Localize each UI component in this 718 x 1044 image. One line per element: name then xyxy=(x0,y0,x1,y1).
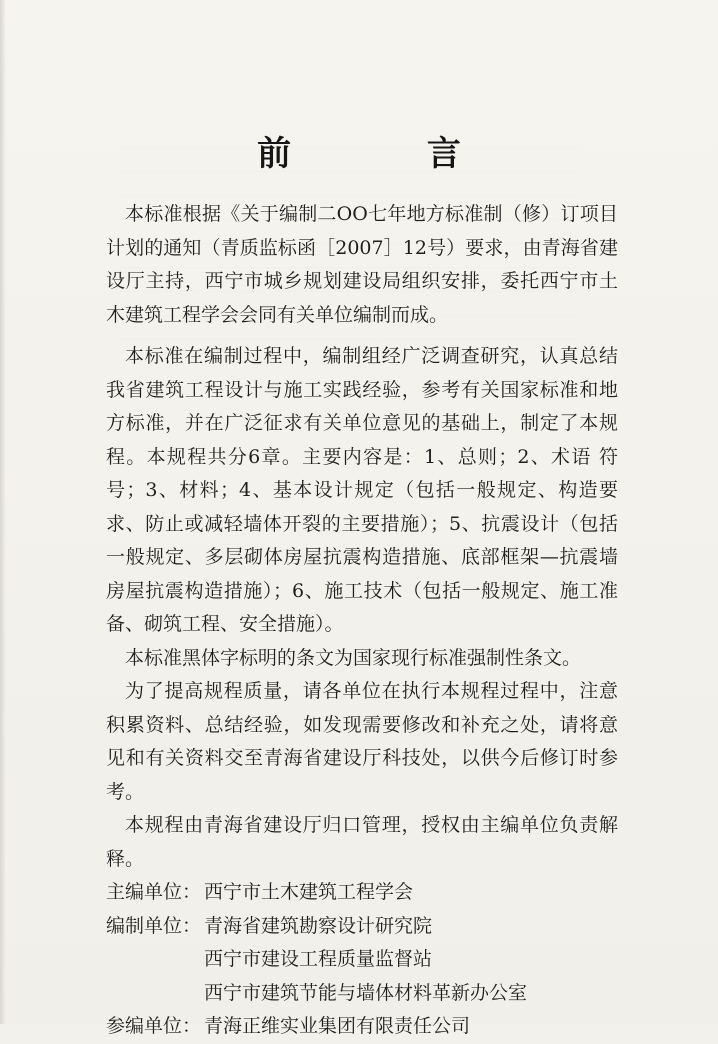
compile-unit-value-2: 西宁市建设工程质量监督站 xyxy=(204,948,433,970)
chief-unit-label: 主编单位： xyxy=(106,881,202,903)
participate-unit-values xyxy=(204,1010,470,1044)
paragraph-gap xyxy=(106,332,618,340)
chief-unit-values xyxy=(204,876,413,910)
compile-unit-row xyxy=(106,910,618,1011)
paragraph-4: 为了提高规程质量，请各单位在执行本规程过程中，注意积累资料、总结经验，如发现需要修改和补充之处，请将意见和有关资料交至青海省建设厅科技处，以供今后修订时参考。 xyxy=(106,680,618,803)
chief-unit-row xyxy=(106,876,618,910)
chief-unit-value: 西宁市土木建筑工程学会 xyxy=(204,881,414,903)
compile-unit-values xyxy=(204,910,527,1011)
document-body xyxy=(106,198,618,1044)
paragraph-2: 本标准在编制过程中，编制组经广泛调查研究，认真总结我省建筑工程设计与施工实践经验，参考有关国家标准和地方标准，并在广泛征求有关单位意见的基础上，制定了本规程。本规程共分6章。主要内容是：1、总则；2、术语 符号；3、材料；4、基本设计规定（包括一般规定、构造要求、防止或减轻墙体开裂的主要措施）；5、抗震设计（包括一般规定、多层砌体房屋抗震构造措施、底部框架—抗震墙房屋抗震构造措施）；6、施工技术（包括一般规定、施工准备、砌筑工程、安全措施）。 xyxy=(106,345,618,635)
compile-unit-value-1: 青海省建筑勘察设计研究院 xyxy=(204,914,433,937)
compile-unit-value-3: 西宁市建筑节能与墙体材料革新办公室 xyxy=(204,981,528,1004)
paragraph-3: 本标准黑体字标明的条文为国家现行标准强制性条文。 xyxy=(125,646,582,669)
page-title: 前 言 xyxy=(257,134,523,174)
participate-unit-label: 参编单位： xyxy=(106,1015,202,1037)
compile-unit-label: 编制单位： xyxy=(106,914,202,937)
paragraph-1: 本标准根据《关于编制二OO七年地方标准制（修）订项目计划的通知（青质监标函［2007］12号）要求，由青海省建设厅主持，西宁市城乡规划建设局组织安排，委托西宁市土木建筑工程学会会同有关单位编制而成。 xyxy=(106,203,618,326)
paragraph-5: 本规程由青海省建设厅归口管理，授权由主编单位负责解释。 xyxy=(106,814,618,870)
participate-unit-value: 青海正维实业集团有限责任公司 xyxy=(204,1015,471,1037)
units-section xyxy=(106,876,618,1044)
participate-unit-row xyxy=(106,1010,618,1044)
